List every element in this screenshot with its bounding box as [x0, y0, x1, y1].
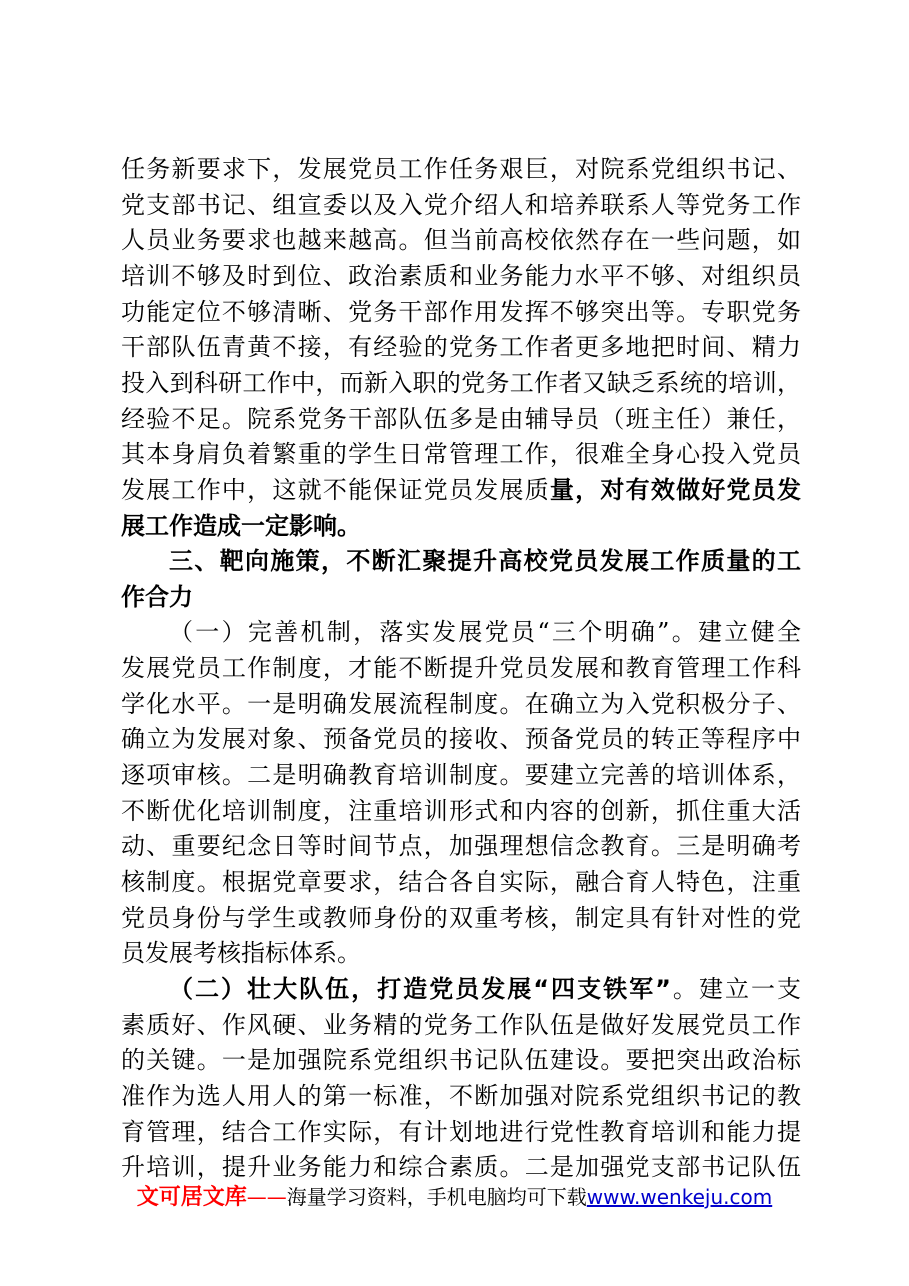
body-line: 的关键。一是加强院系党组织书记队伍建设。要把突出政治标 — [121, 1046, 801, 1074]
subsection-title: （二）壮大队伍，打造党员发展“四支铁军” — [169, 975, 671, 1003]
body-line: 功能定位不够清晰、党务干部作用发挥不够突出等。专职党务 — [121, 298, 801, 326]
body-line: 党支部书记、组宣委以及入党介绍人和培养联系人等党务工作 — [121, 191, 801, 219]
body-line: 不断优化培训制度，注重培训形式和内容的创新，抓住重大活 — [121, 797, 801, 825]
body-text: 。建立一支 — [670, 975, 802, 1003]
body-line: 任务新要求下，发展党员工作任务艰巨，对院系党组织书记、 — [121, 155, 801, 183]
body-line-mixed — [121, 472, 801, 508]
section-heading-cont: 作合力 — [121, 583, 193, 611]
body-line: 逐项审核。二是明确教育培训制度。要建立完善的培训体系， — [121, 761, 801, 789]
body-line: 经验不足。院系党务干部队伍多是由辅导员（班主任）兼任， — [121, 405, 801, 433]
body-line: 投入到科研工作中，而新入职的党务工作者又缺乏系统的培训， — [121, 369, 801, 397]
body-line: 发展党员工作制度，才能不断提升党员发展和教育管理工作科 — [121, 654, 801, 682]
body-line: 其本身肩负着繁重的学生日常管理工作，很难全身心投入党员 — [121, 440, 801, 468]
section-heading: 三、靶向施策，不断汇聚提升高校党员发展工作质量的工 — [169, 547, 801, 575]
body-line: 员发展考核指标体系。 — [121, 939, 361, 967]
footer-banner — [0, 1183, 909, 1212]
footer-brand: 文可居文库 — [136, 1185, 247, 1210]
body-line: 核制度。根据党章要求，结合各自实际，融合育人特色，注重 — [121, 868, 801, 896]
body-line: 干部队伍青黄不接，有经验的党务工作者更多地把时间、精力 — [121, 333, 801, 361]
body-line: 党员身份与学生或教师身份的双重考核，制定具有针对性的党 — [121, 904, 801, 932]
body-line: 升培训，提升业务能力和综合素质。二是加强党支部书记队伍 — [121, 1153, 801, 1181]
body-line: 育管理，结合工作实际，有计划地进行党性教育培训和能力提 — [121, 1118, 801, 1146]
body-line: 准作为选人用人的第一标准，不断加强对院系党组织书记的教 — [121, 1082, 801, 1110]
footer-tagline: 海量学习资料，手机电脑均可下载 — [286, 1185, 587, 1209]
body-line: 人员业务要求也越来越高。但当前高校依然存在一些问题，如 — [121, 226, 801, 254]
body-line: 素质好、作风硬、业务精的党务工作队伍是做好发展党员工作 — [121, 1011, 801, 1039]
body-line: 培训不够及时到位、政治素质和业务能力水平不够、对组织员 — [121, 262, 801, 290]
body-text: 发展工作中，这就不能保证党员发展质 — [121, 476, 550, 504]
subsection-lead: （一）完善机制，落实发展党员“三个明确”。建立健全 — [169, 618, 801, 646]
footer-separator: —— — [246, 1185, 287, 1209]
body-line: 动、重要纪念日等时间节点，加强理想信念教育。三是明确考 — [121, 832, 801, 860]
body-line-bold: 展工作造成一定影响。 — [121, 512, 361, 540]
footer-url-link[interactable]: www.wenkeju.com — [586, 1185, 773, 1209]
body-line: 确立为发展对象、预备党员的接收、预备党员的转正等程序中 — [121, 725, 801, 753]
subsection-lead — [169, 971, 801, 1007]
body-text-bold: 量，对有效做好党员发 — [549, 476, 801, 504]
body-line: 学化水平。一是明确发展流程制度。在确立为入党积极分子、 — [121, 690, 801, 718]
